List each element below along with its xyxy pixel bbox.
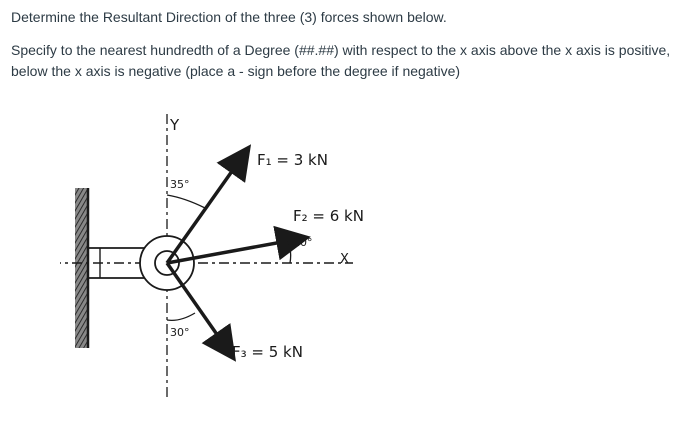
force-f3-arrow bbox=[167, 263, 232, 356]
force-diagram bbox=[60, 100, 400, 430]
instruction-line-2: below the x axis is negative (place a - sign before the degree if negative) bbox=[11, 63, 461, 79]
angle-f1-arc bbox=[167, 195, 205, 208]
question-instructions bbox=[11, 40, 691, 82]
question-prompt: Determine the Resultant Direction of the three (3) forces shown below. bbox=[11, 9, 447, 25]
y-axis-label: Y bbox=[170, 116, 180, 134]
angle-f3-label: 30° bbox=[170, 326, 190, 339]
angle-f2-arc bbox=[288, 241, 291, 263]
wall-hatch bbox=[75, 188, 88, 348]
x-axis-label: X bbox=[340, 252, 349, 267]
angle-f2-label: 10° bbox=[293, 236, 313, 249]
force-f3-label: F₃ = 5 kN bbox=[232, 343, 303, 361]
angle-f3-arc bbox=[167, 313, 195, 320]
force-f1-arrow bbox=[167, 150, 247, 263]
angle-f1-label: 35° bbox=[170, 178, 190, 191]
force-f2-label: F₂ = 6 kN bbox=[293, 207, 364, 225]
force-f1-label: F₁ = 3 kN bbox=[257, 151, 328, 169]
instruction-line-1: Specify to the nearest hundredth of a Degree (##.##) with respect to the x axis above the x axis is positive, bbox=[11, 42, 671, 58]
